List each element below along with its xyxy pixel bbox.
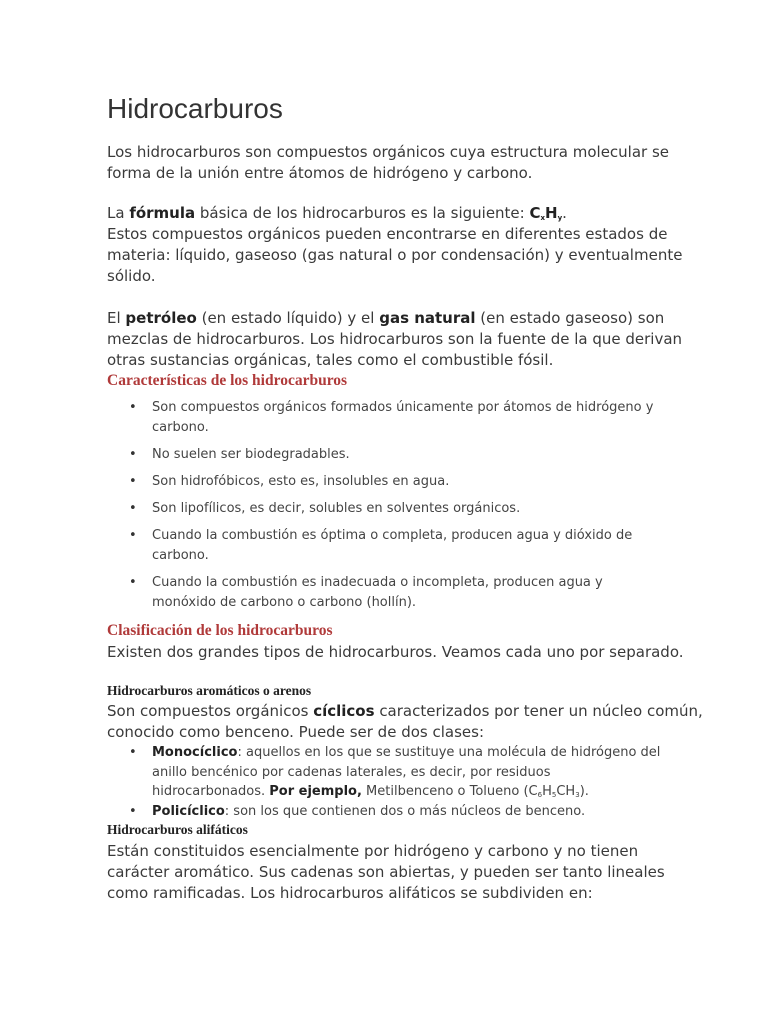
- formula-expression: $C_xH_y$: [529, 204, 563, 222]
- text-span: básica de los hidrocarburos es la siguiente:: [195, 204, 530, 222]
- petroleo-line: El petróleo (en estado líquido) y el gas natural (en estado gaseoso) son: [107, 309, 665, 327]
- aromaticos-heading: Hidrocarburos aromáticos o arenos: [107, 683, 312, 698]
- list-item: • Son hidrofóbicos, esto es, insolubles en agua.: [107, 472, 653, 492]
- aromaticos-paragraph: [107, 701, 703, 743]
- list-item: • No suelen ser biodegradables.: [107, 445, 653, 465]
- caracteristicas-heading: Características de los hidrocarburos: [107, 372, 348, 389]
- petroleo-paragraph: [107, 308, 682, 371]
- formula-line: [107, 203, 682, 224]
- bold-term: cíclicos: [313, 702, 375, 720]
- alifaticos-line: carácter aromático. Sus cadenas son abiertas, y pueden ser tanto lineales: [107, 863, 665, 881]
- bold-term: Monocíclico: [152, 745, 238, 760]
- bold-term: Por ejemplo,: [269, 784, 362, 799]
- aromaticos-line: conocido como benceno. Puede ser de dos clases:: [107, 723, 484, 741]
- intro-line: forma de la unión entre átomos de hidrógeno y carbono.: [107, 164, 533, 182]
- states-line: materia: líquido, gaseoso (gas natural o por condensación) y eventualmente: [107, 246, 683, 264]
- alifaticos-paragraph: [107, 841, 665, 904]
- petroleo-line: otras sustancias orgánicas, tales como el combustible fósil.: [107, 351, 554, 369]
- bold-term: Policíclico: [152, 803, 225, 819]
- alifaticos-heading: Hidrocarburos alifáticos: [107, 822, 248, 837]
- text-span: La: [107, 204, 130, 222]
- clasificacion-text: Existen dos grandes tipos de hidrocarburos. Veamos cada uno por separado.: [107, 643, 684, 661]
- page-title: Hidrocarburos: [107, 93, 283, 124]
- list-item: • Cuando la combustión es óptima o completa, producen agua y dióxido de carbono.: [107, 526, 653, 566]
- alifaticos-line: Están constituidos esencialmente por hidrógeno y carbono y no tienen: [107, 842, 639, 860]
- intro-line: Los hidrocarburos son compuestos orgánicos cuya estructura molecular se: [107, 143, 670, 161]
- formula-paragraph: [107, 203, 682, 287]
- petroleo-line: mezclas de hidrocarburos. Los hidrocarburos son la fuente de la que derivan: [107, 330, 683, 348]
- list-item: • Cuando la combustión es inadecuada o incompleta, producen agua y monóxido de carbono o carbono (hollín).: [107, 573, 653, 613]
- list-item: • Son compuestos orgánicos formados únicamente por átomos de hidrógeno y carbono.: [107, 398, 653, 438]
- aromaticos-list: [107, 743, 660, 821]
- caracteristicas-list: [107, 398, 653, 620]
- bold-term: petróleo: [125, 309, 197, 327]
- text-span: .: [562, 204, 567, 222]
- list-item-monociclico: • Monocíclico: aquellos en los que se sustituye una molécula de hidrógeno del anillo bencénico por cadenas laterales, es decir, por residuos hidrocarbonados. Por ejemplo, Metilbenceno o Tolueno $(C_6H_5CH_3)$.: [107, 743, 660, 802]
- states-line: Estos compuestos orgánicos pueden encontrarse en diferentes estados de: [107, 225, 668, 243]
- bold-term: gas natural: [379, 309, 476, 327]
- states-line: sólido.: [107, 267, 156, 285]
- list-item-policiclico: • Policíclico: son los que contienen dos o más núcleos de benceno.: [107, 802, 660, 822]
- alifaticos-line: como ramificadas. Los hidrocarburos alifáticos se subdividen en:: [107, 884, 593, 902]
- intro-paragraph: [107, 142, 669, 184]
- bold-term: fórmula: [129, 204, 196, 222]
- aromaticos-line: Son compuestos orgánicos cíclicos caracterizados por tener un núcleo común,: [107, 702, 703, 720]
- clasificacion-heading: Clasificación de los hidrocarburos: [107, 622, 333, 639]
- list-item: • Son lipofílicos, es decir, solubles en solventes orgánicos.: [107, 499, 653, 519]
